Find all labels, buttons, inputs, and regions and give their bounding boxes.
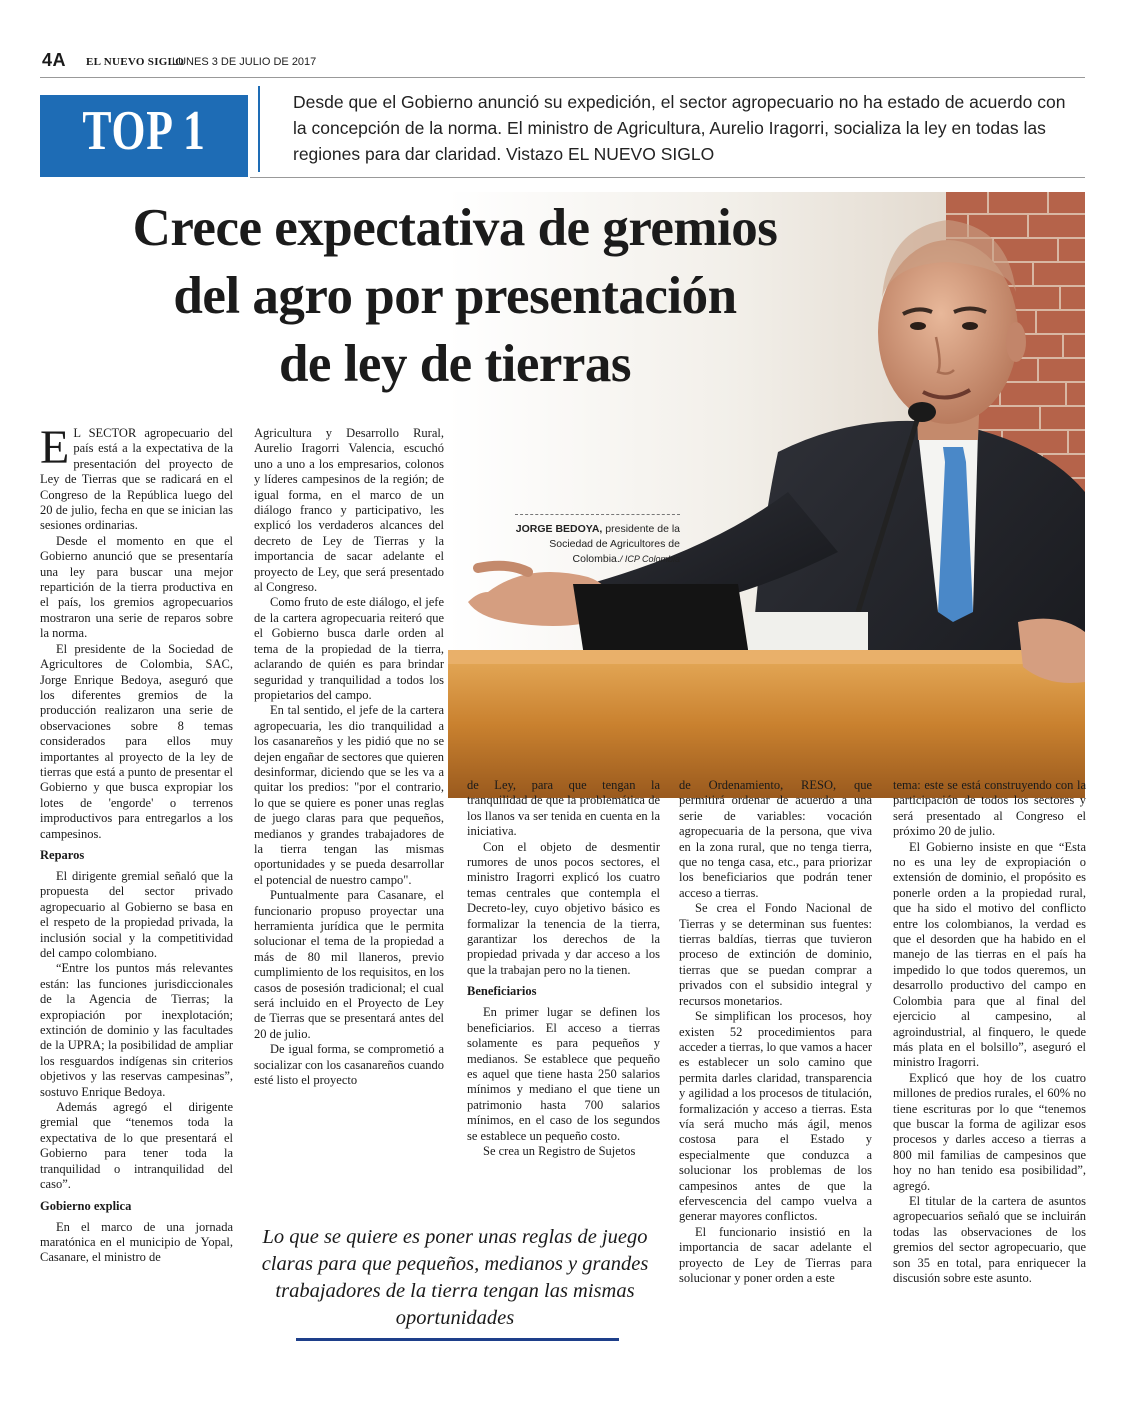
paragraph: En primer lugar se definen los beneficiarios. El acceso a tierras solamente es para pequeños y medianos. Se establece que pequeño es aquel que tiene hasta 250 salarios mínimos y mediano el que tiene un patrimonio hasta 700 salarios mínimos, en el caso de los segundos se establece un pequeño costo.	[467, 1005, 660, 1143]
lead-divider	[258, 86, 260, 172]
section-tag: TOP 1	[82, 100, 206, 162]
article-column-3	[467, 778, 660, 1159]
headline-line-1: Crece expectativa de gremios	[132, 199, 778, 257]
paragraph: “Entre los puntos más relevantes están: las funciones jurisdiccionales de la Agencia de Tierras; la expropiación por inexplotación; extinción de dominio y las facultades de la UPRA; la posibilidad de ampliar los resguardos indígenas sin criterios objetivos y las reservas campesinas”, sostuvo Enrique Bedoya.	[40, 961, 233, 1099]
caption-name: JORGE BEDOYA,	[515, 523, 603, 535]
photo-caption	[505, 522, 680, 567]
paragraph: Se crea un Registro de Sujetos	[483, 1143, 636, 1158]
paragraph: Puntualmente para Casanare, el funcionario propuso proyectar una herramienta jurídica que le permita solucionar el tema de la propiedad a más de 80 mil llaneros, previo cumplimiento de los requisitos, en los casos de posesión tradicional; el cual será incluido en el Proyecto de Ley de Tierras que se presentará antes del 20 de julio.	[254, 888, 444, 1041]
subhead-reparos: Reparos	[40, 847, 85, 862]
article-column-5	[893, 778, 1086, 1286]
page-number: 4A	[42, 50, 67, 70]
newspaper-name: EL NUEVO SIGLO	[86, 56, 185, 68]
article-column-1	[40, 421, 233, 1266]
paragraph: El titular de la cartera de asuntos agropecuarios señaló que se incluirán todas las observaciones de los gremios del sector agropecuario, que son 35 en total, para enriquecer la discusión sobre este asunto.	[893, 1193, 1086, 1285]
article-column-4	[679, 778, 872, 1286]
headline-line-3: de ley de tierras	[278, 335, 632, 393]
issue-date: LUNES 3 DE JULIO DE 2017	[172, 56, 317, 68]
paragraph: En tal sentido, el jefe de la cartera agropecuaria, les dio tranquilidad a los casanareños y les pidió que no se dejen engañar de sectores que quieren desinformar, diciendo que se les va a quitar los predios: "por el contrario, lo que se quiere es poner unas reglas de juego claras para que pequeños, medianos y grandes trabajadores de la tierra tengan las mismas oportunidades y se pueda desarrollar el potencial de nuestro campo".	[254, 703, 444, 887]
paragraph: de Ley, para que tengan la tranquilidad de que la problemática de los llanos va ser tenida en cuenta en la iniciativa.	[467, 778, 660, 839]
paragraph: Con el objeto de desmentir rumores de unos pocos sectores, el ministro Iragorri explicó los cuatro temas centrales que contempla el Decreto-ley, cuyo objetivo básico es formalizar la tenencia de la tierra, garantizar los derechos de la propiedad privada y dar acceso a los que la trabajan pero no la tienen.	[467, 839, 660, 977]
paragraph: El presidente de la Sociedad de Agricultores de Colombia, SAC, Jorge Enrique Bedoya, aseguró que los diferentes gremios de la producción realizaron una serie de observaciones sobre 8 temas considerados para ellos muy importantes al proyecto de la ley de tierras que está a punto de presentar el Gobierno y que busca expropiar los lotes de 'engorde' o terrenos improductivos para entregarlos a los campesinos.	[40, 641, 233, 841]
caption-text: presidente de la Sociedad de Agricultores de Colombia.	[549, 523, 680, 565]
headline-line-2: del agro por presentación	[173, 267, 737, 325]
paragraph: Desde el momento en que el Gobierno anunció que se presentaría una ley para buscar una mejor repartición de la tierra productiva en el país, los gremios agropecuarios mostraron una serie de reparos sobre la norma.	[40, 533, 233, 641]
lead-bottom-rule	[250, 177, 1085, 178]
paragraph: De igual forma, se comprometió a socializar con los casanareños cuando esté listo el proyecto	[254, 1042, 444, 1088]
paragraph: de Ordenamiento, RESO, que permitirá ordenar de acuerdo a una serie de variables: vocación agropecuaria de la persona, que viva en la zona rural, que no tenga tierra, que no tenga casa, etc., para priorizar los beneficiarios que podrán tener acceso a tierras.	[679, 778, 872, 900]
paragraph: tema: este se está construyendo con la participación de todos los sectores y será presentado al Congreso el próximo 20 de julio.	[893, 778, 1086, 839]
headline	[60, 194, 850, 398]
paragraph: El dirigente gremial señaló que la propuesta del sector privado agropecuario al Gobierno se basa en el respeto de la propiedad privada, la inclusión social y la competitividad del campo colombiano.	[40, 868, 233, 960]
caption-rule	[515, 514, 680, 515]
pull-quote-rule	[296, 1338, 619, 1341]
subhead-beneficiarios: Beneficiarios	[467, 984, 537, 999]
paragraph: El Gobierno insiste en que “Esta no es una ley de expropiación o extensión de dominio, el propósito es ponerle orden a la propiedad rural, que ha sido el motivo del conflicto entre los colombianos, la verdad es que el desorden que ha habido en el manejo de las tierras en el país ha impedido lo que todos queremos, un desarrollo productivo del campo en Colombia para que al final del ejercicio al campesino, al agroindustrial, al finquero, le quede más plata en el bolsillo”, aseguró el ministro Iragorri.	[893, 839, 1086, 1070]
paragraph: Explicó que hoy de los cuatro millones de predios rurales, el 60% no tiene escrituras por lo que “tenemos que buscar la forma de agilizar esos procesos y darles acceso a tierras a 800 mil familias de campesinos que hoy no han tenido esa posibilidad”, agregó.	[893, 1070, 1086, 1193]
paragraph: Agricultura y Desarrollo Rural, Aurelio Iragorri Valencia, escuchó uno a uno a los empresarios, colonos y líderes campesinos de la región; de igual forma, en el marco de un diálogo franco y participativo, les explicó los verdaderos alcances del decreto de Ley de Tierras y la importancia de sacar adelante el proyecto de Ley, que será presentado al Congreso.	[254, 426, 444, 595]
subhead-gobierno-explica: Gobierno explica	[40, 1198, 132, 1213]
paragraph: E L SECTOR agropecuario del país está a la expectativa de la presentación del proyecto de Ley de Tierras que se radicará en el Congreso de la República luego del 20 de julio, fecha en que se inician las sesiones ordinarias.	[40, 421, 233, 533]
header-rule	[40, 77, 1085, 78]
paragraph: Se crea el Fondo Nacional de Tierras y se determinan sus fuentes: tierras baldías, tierras que tuvieron proceso de extinción de dominio, tierras que se puedan comprar a privados con el subsidio integral y recursos monetarios.	[679, 901, 872, 1008]
paragraph: Como fruto de este diálogo, el jefe de la cartera agropecuaria reiteró que el Gobierno busca darle orden al tema de la propiedad de la tierra, aclarando de quién es para brindar seguridad y tranquilidad a todos los propietarios del campo.	[254, 595, 444, 702]
dropcap: E	[40, 421, 70, 474]
pull-quote: Lo que se quiere es poner unas reglas de juego claras para que pequeños, medianos y grandes trabajadores de la tierra tengan las mismas oportunidades	[261, 1226, 649, 1329]
paragraph: Además agregó el dirigente gremial que “tenemos toda la expectativa de lo que presentará el Gobierno para tener toda la tranquilidad o intranquilidad del caso”.	[40, 1100, 233, 1192]
section-tag-box	[40, 95, 248, 177]
caption-credit: / ICP Colombia	[619, 554, 680, 564]
paragraph: En el marco de una jornada maratónica en el municipio de Yopal, Casanare, el ministro de	[40, 1219, 233, 1265]
lead-paragraph: Desde que el Gobierno anunció su expedición, el sector agropecuario no ha estado de acuerdo con la concepción de la norma. El ministro de Agricultura, Aurelio Iragorri, socializa la ley en todas las regiones para dar claridad. Vistazo EL NUEVO SIGLO	[293, 92, 1066, 164]
article-column-2	[254, 426, 444, 1088]
paragraph: El funcionario insistió en la importancia de sacar adelante el proyecto de Ley de Tierras para solucionar y poner orden a este	[679, 1224, 872, 1285]
paragraph: Se simplifican los procesos, hoy existen 52 procedimientos para acceder a tierras, lo que vamos a hacer es establecer un solo camino que permita darles claridad, transparencia y agilidad a los procesos de titulación, formalización y acceso a tierras. Esta vía será mucho más ágil, menos costosa para el Estado y especialmente que conduzca a solucionar los problemas de los campesinos antes de que la efervescencia del campo vuelva a generar mayores conflictos.	[679, 1009, 872, 1224]
